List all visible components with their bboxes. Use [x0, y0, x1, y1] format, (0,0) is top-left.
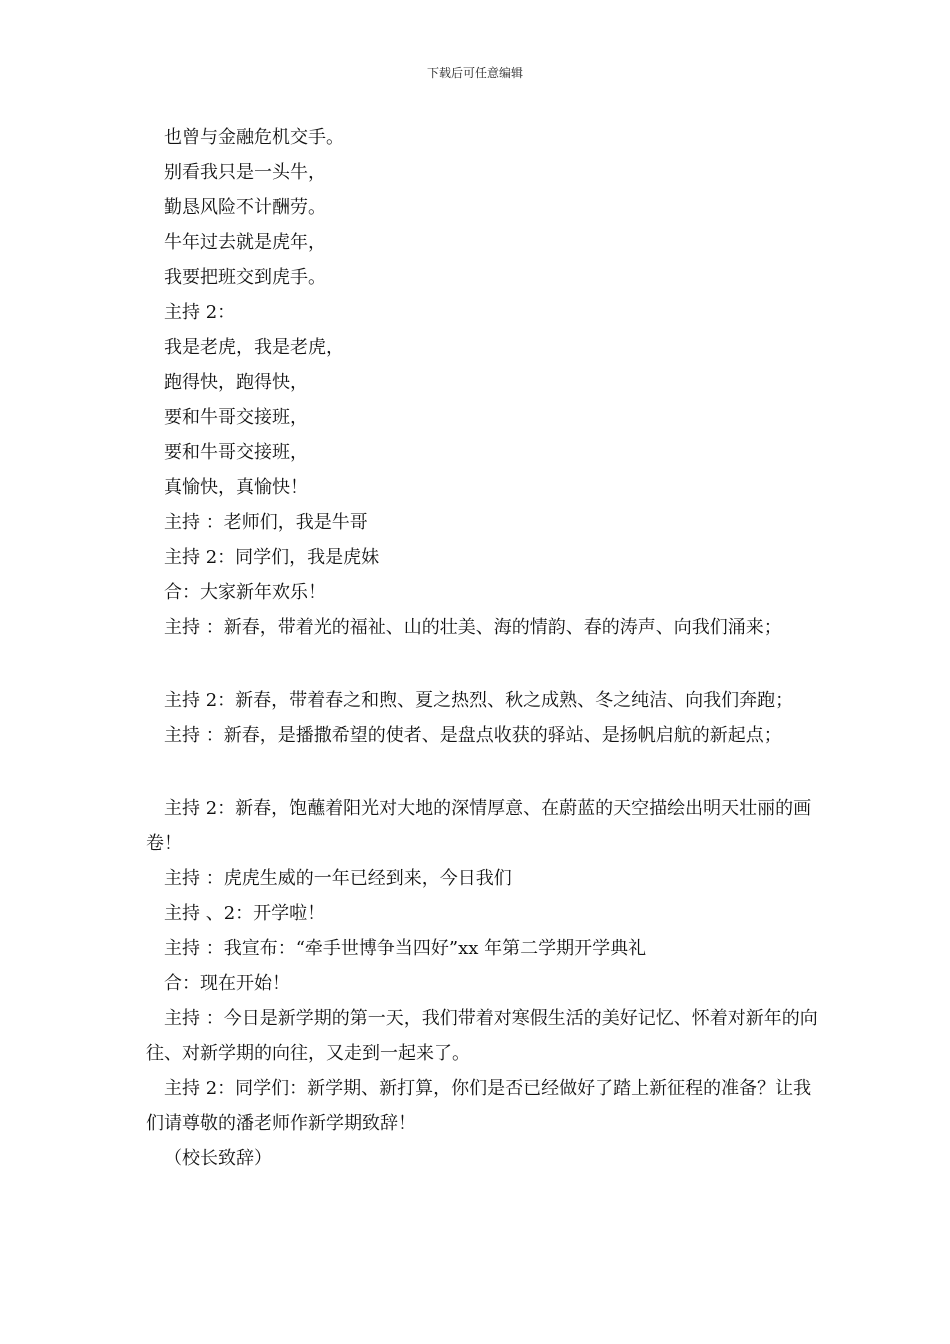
- dialogue-line: 主持 ：新春，带着光的福祉、山的壮美、海的情韵、春的涛声、向我们涌来；: [164, 617, 782, 638]
- document-body: [146, 120, 826, 1176]
- dialogue-paragraph: 主持 ：今日是新学期的第一天，我们带着对寒假生活的美好记忆、怀着对新年的向往、对新学期的向往，又走到一起来了。: [146, 1008, 818, 1064]
- stage-direction: （校长致辞）: [164, 1148, 272, 1169]
- dialogue-line: 主持 、2：开学啦！: [164, 903, 326, 924]
- speaker-label: 主持 2：: [164, 302, 236, 323]
- text-line: 我要把班交到虎手。: [164, 267, 326, 288]
- text-line: 要和牛哥交接班，: [164, 442, 308, 463]
- dialogue-line: 主持 ：我宣布：“牵手世博争当四好”xx 年第二学期开学典礼: [164, 938, 647, 959]
- text-line: 也曾与金融危机交手。: [164, 127, 344, 148]
- paragraph-gap: [146, 753, 826, 791]
- dialogue-paragraph: 主持 2：新春，带着春之和煦、夏之热烈、秋之成熟、冬之纯洁、向我们奔跑；: [164, 690, 794, 711]
- dialogue-line: 合：现在开始！: [164, 973, 290, 994]
- dialogue-paragraph: 主持 2：新春，饱蘸着阳光对大地的深情厚意、在蔚蓝的天空描绘出明天壮丽的画卷！: [146, 798, 812, 854]
- text-line: 别看我只是一头牛，: [164, 162, 326, 183]
- dialogue-line: 合：大家新年欢乐！: [164, 582, 326, 603]
- page-header: 下载后可任意编辑: [426, 66, 523, 80]
- text-line: 我是老虎，我是老虎，: [164, 337, 344, 358]
- text-line: 跑得快，跑得快，: [164, 372, 308, 393]
- dialogue-line: 主持 ：老师们，我是牛哥: [164, 512, 368, 533]
- text-line: 勤恳风险不计酬劳。: [164, 197, 326, 218]
- dialogue-paragraph: 主持 2：同学们：新学期、新打算，你们是否已经做好了踏上新征程的准备？让我们请尊敬的潘老师作新学期致辞！: [146, 1078, 812, 1134]
- text-line: 要和牛哥交接班，: [164, 407, 308, 428]
- text-line: 牛年过去就是虎年，: [164, 232, 326, 253]
- dialogue-line: 主持 2：同学们，我是虎妹: [164, 547, 380, 568]
- dialogue-line: 主持 ：虎虎生威的一年已经到来，今日我们: [164, 868, 512, 889]
- text-line: 真愉快，真愉快！: [164, 477, 308, 498]
- paragraph-gap: [146, 645, 826, 683]
- dialogue-line: 主持 ：新春，是播撒希望的使者、是盘点收获的驿站、是扬帆启航的新起点；: [164, 725, 782, 746]
